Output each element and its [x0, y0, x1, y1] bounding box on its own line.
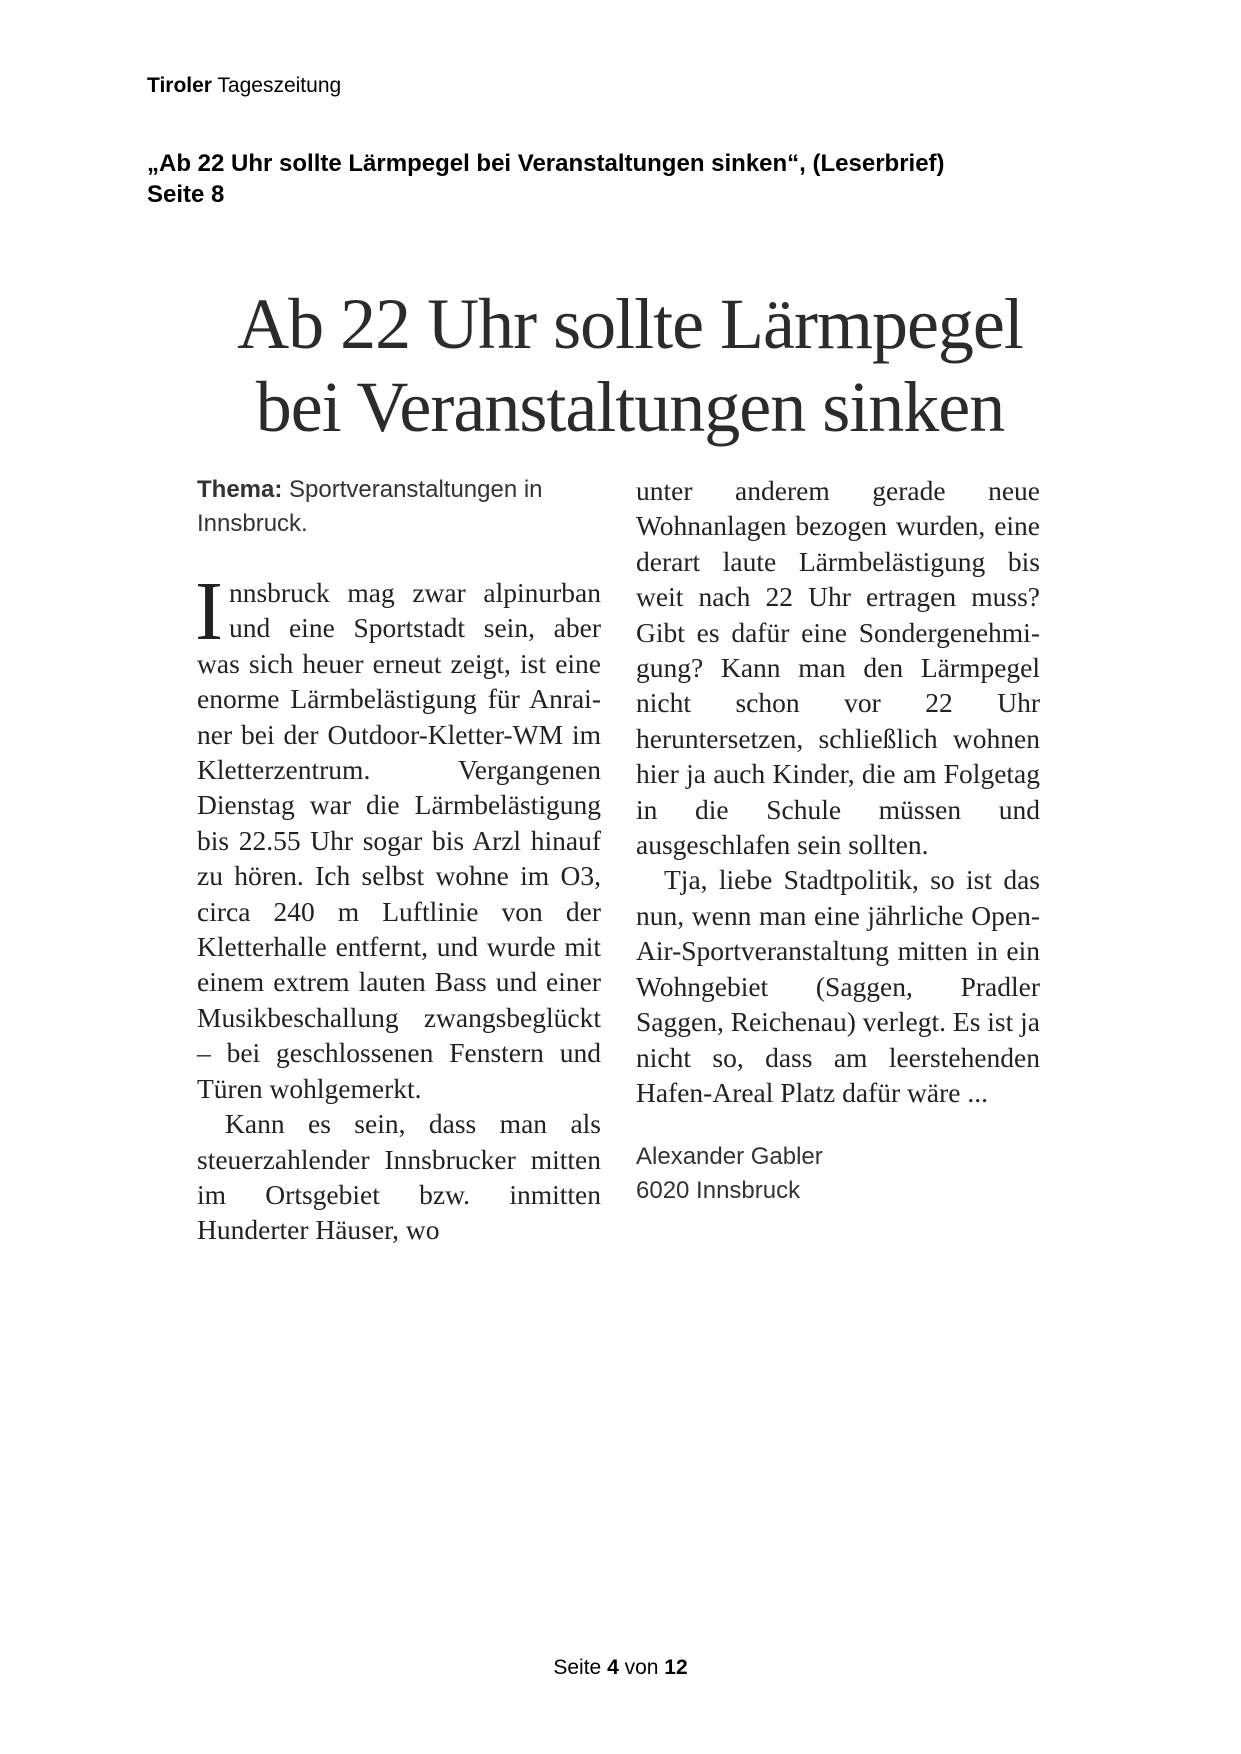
footer-prefix: Seite: [553, 1656, 608, 1679]
article-topic: [197, 473, 601, 541]
author-city: 6020 Innsbruck: [636, 1177, 801, 1205]
footer-current-page: 4: [607, 1656, 619, 1679]
drop-cap: I: [195, 565, 223, 658]
article-column-right: [636, 473, 1040, 1208]
article-column-left: [197, 473, 601, 1248]
publication-name-bold: Tiroler: [147, 74, 212, 97]
paragraph-2-continued: unter anderem gerade neue Wohnanlagen bezogen wurden, eine derart laute Lärmbelästigung bis weit nach 22 Uhr ertragen muss? Gibt es dafür eine Sondergenehmigung? Kann man den Lärmpegel nicht schon vor 22 Uhr heruntersetzen, schließlich wohnen hier ja auch Kinder, die am Folgetag in die Schule müssen und ausgeschlafen sein sollten.: [636, 475, 1040, 861]
footer-middle: von: [618, 1656, 665, 1679]
paragraph-1: [195, 565, 601, 1106]
document-page-ref: Seite 8: [147, 181, 225, 208]
paragraph-3: Tja, liebe Stadtpolitik, so ist das nun, wenn man eine jährliche Open-Air-Sportveranstaltung mitten in ein Wohngebiet (Saggen, Pradler Saggen, Reichenau) verlegt. Es ist ja nicht so, dass am leerstehenden Hafen-Areal Platz dafür wäre ...: [636, 864, 1040, 1108]
publication-name: [147, 74, 341, 98]
paragraph-1-text: nnsbruck mag zwar alpinurban und eine Sportstadt sein, aber was sich heuer erneut zeigt, ist eine enorme Lärmbelästigung für Anrainer bei der Outdoor-Kletter-WM im Kletterzentrum. Vergangenen Dienstag war die Lärmbelästigung bis 22.55 Uhr sogar bis Arzl hinauf zu hören. Ich selbst wohne im O3, circa 240 m Luftlinie von der Kletterhalle entfernt, und wurde mit einem extrem lauten Bass und einer Musikbeschallung zwangsbeglückt – bei geschlossenen Fenstern und Türen wohlgemerkt.: [197, 577, 601, 1104]
topic-text: Sportveranstaltungen in Innsbruck.: [197, 476, 543, 537]
paragraph-2-start: Kann es sein, dass man als steuerzahlender Innsbrucker mitten im Ortsgebiet bzw. inmitten Hunderter Häuser, wo: [197, 1108, 601, 1246]
headline-line-1: Ab 22 Uhr sollte Lärmpegel: [237, 284, 1023, 364]
publication-name-rest: Tageszeitung: [211, 74, 342, 97]
headline-line-2: bei Veranstaltungen sinken: [255, 367, 1005, 447]
document-title-block: [147, 148, 1107, 210]
article-headline: [200, 283, 1060, 449]
author-name: Alexander Gabler: [636, 1143, 823, 1171]
document-title: „Ab 22 Uhr sollte Lärmpegel bei Veranstaltungen sinken“, (Leserbrief): [147, 150, 945, 177]
page-footer: [0, 1656, 1241, 1680]
author-signature: [636, 1140, 1040, 1208]
topic-label: Thema:: [197, 476, 283, 503]
footer-total-pages: 12: [664, 1656, 688, 1679]
